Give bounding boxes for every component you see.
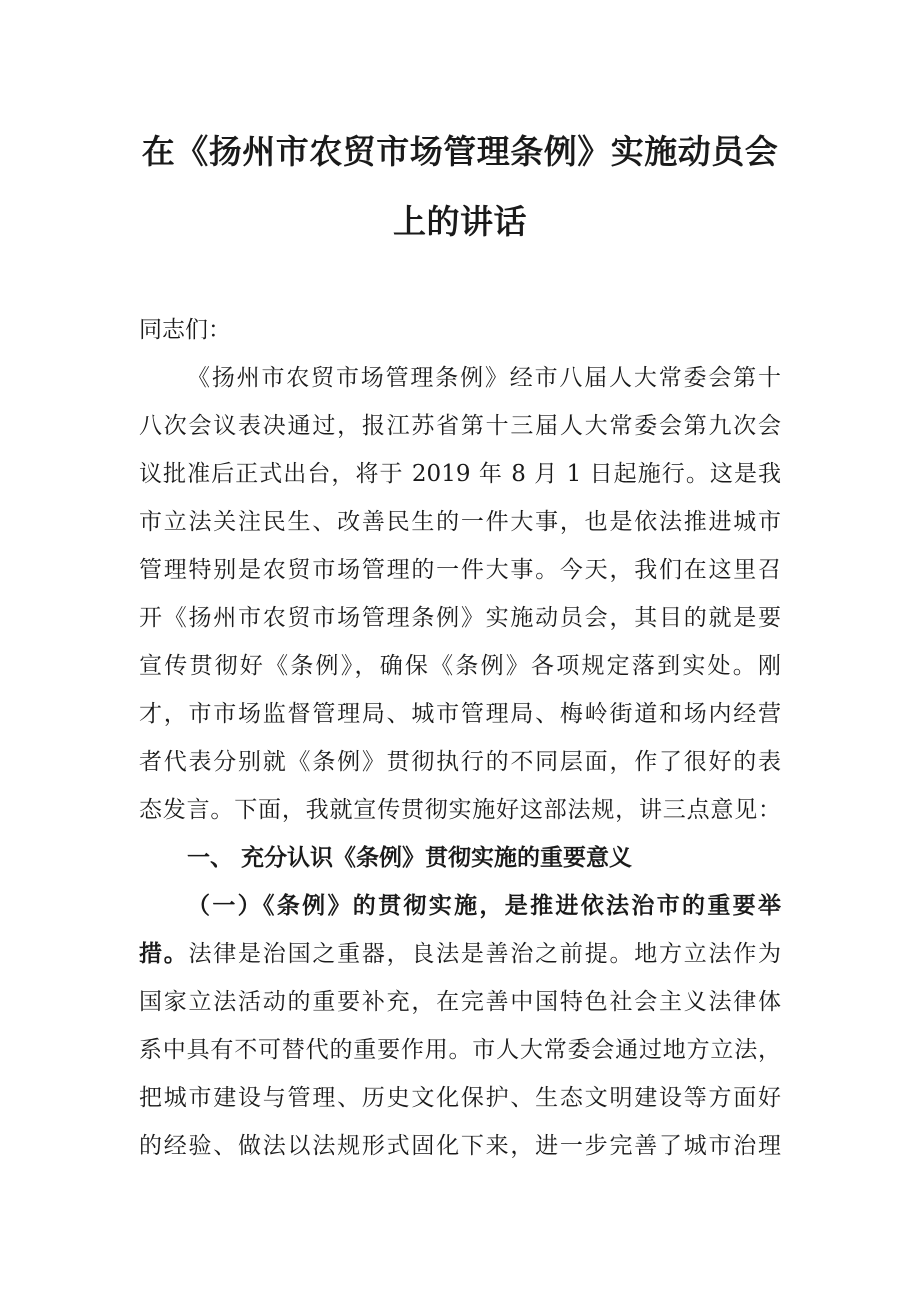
paragraph-2-line-3: 把城市建设与管理、历史文化保护、生态文明建设等方面好 bbox=[139, 1085, 781, 1111]
paragraph-2-line-4: 的经验、做法以法规形式固化下来，进一步完善了城市治理 bbox=[139, 1133, 781, 1159]
paragraph-1-line-3: 议批准后正式出台，将于 2019 年 8 月 1 日起施行。这是我 bbox=[139, 461, 781, 487]
salutation: 同志们： bbox=[139, 317, 231, 343]
paragraph-1-line-4: 市立法关注民生、改善民生的一件大事，也是依法推进城市 bbox=[139, 509, 781, 535]
paragraph-1-line-1: 《扬州市农贸市场管理条例》经市八届人大常委会第十 bbox=[187, 365, 781, 391]
subsection-1-lead-line-2 bbox=[139, 938, 781, 970]
section-1-heading: 一、 充分认识《条例》贯彻实施的重要意义 bbox=[187, 845, 633, 871]
paragraph-1-line-7: 宣传贯彻好《条例》，确保《条例》各项规定落到实处。刚 bbox=[139, 653, 781, 679]
document-title-line-1: 在《扬州市农贸市场管理条例》实施动员会 bbox=[141, 132, 779, 171]
paragraph-2-line-2: 系中具有不可替代的重要作用。市人大常委会通过地方立法， bbox=[139, 1037, 781, 1063]
paragraph-1-line-6: 开《扬州市农贸市场管理条例》实施动员会，其目的就是要 bbox=[139, 605, 781, 631]
paragraph-1-line-5: 管理特别是农贸市场管理的一件大事。今天，我们在这里召 bbox=[139, 557, 781, 583]
subsection-1-lead-rest: 法律是治国之重器，良法是善治之前提。地方立法作为 bbox=[188, 941, 782, 967]
paragraph-1-line-2: 八次会议表决通过，报江苏省第十三届人大常委会第九次会 bbox=[139, 413, 781, 439]
paragraph-1-line-8: 才，市市场监督管理局、城市管理局、梅岭街道和场内经营 bbox=[139, 701, 781, 727]
subsection-1-lead-line-1: （一）《条例》的贯彻实施，是推进依法治市的重要举 bbox=[187, 892, 781, 919]
paragraph-2-line-1: 国家立法活动的重要补充，在完善中国特色社会主义法律体 bbox=[139, 989, 781, 1015]
paragraph-1-line-9: 者代表分别就《条例》贯彻执行的不同层面，作了很好的表 bbox=[139, 749, 781, 775]
paragraph-1-line-10: 态发言。下面，我就宣传贯彻实施好这部法规，讲三点意见： bbox=[139, 797, 781, 823]
subsection-1-lead-bold: 措。 bbox=[139, 940, 189, 967]
document-title-line-2: 上的讲话 bbox=[393, 202, 527, 241]
